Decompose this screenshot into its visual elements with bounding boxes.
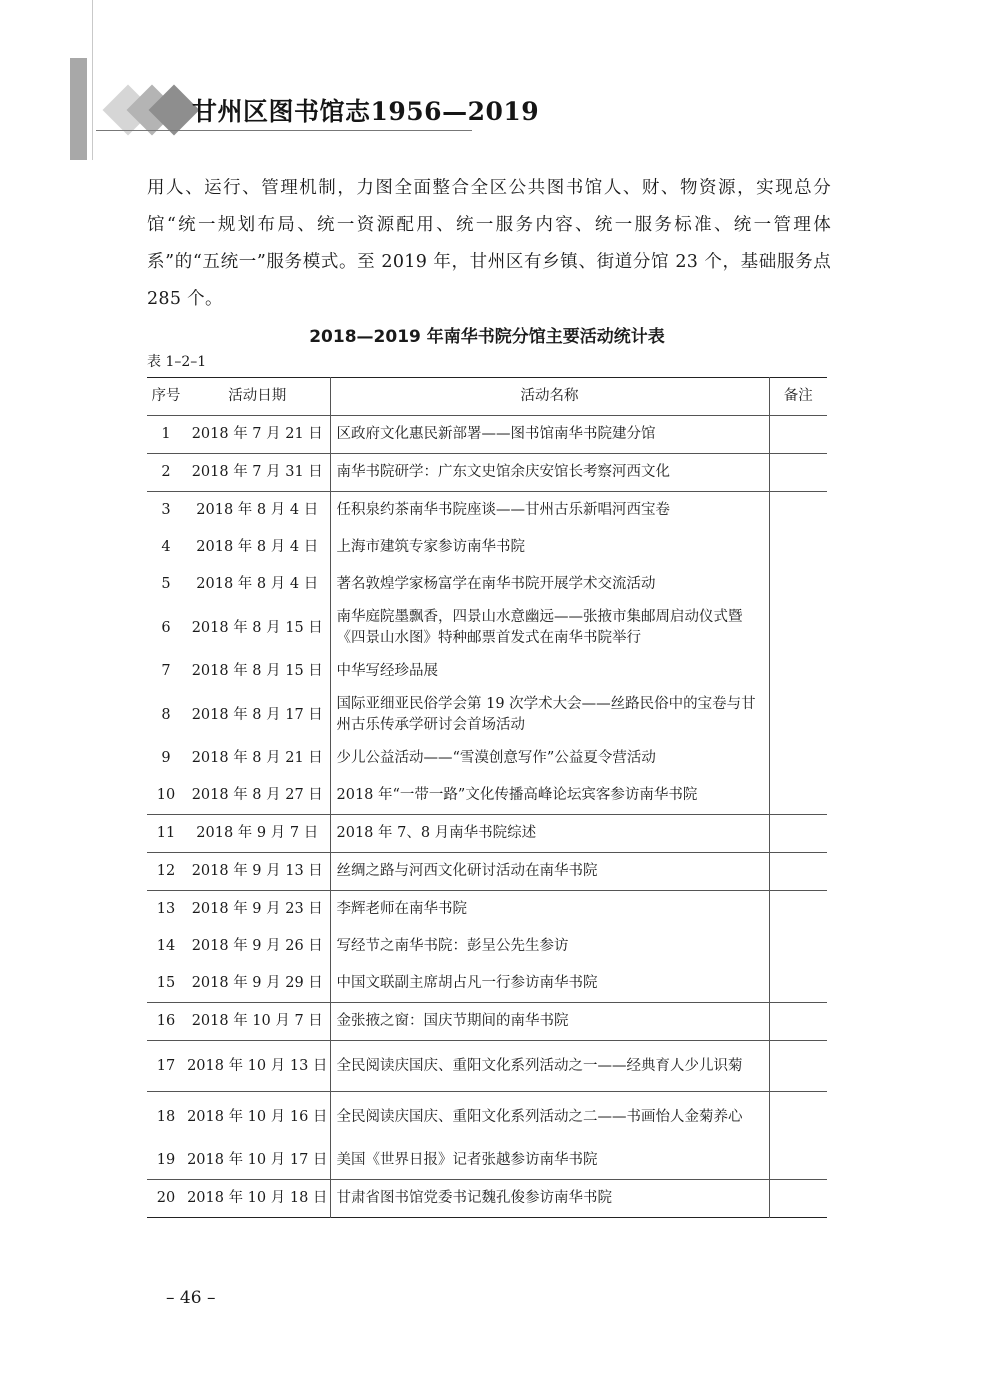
row-date: 2018 年 8 月 15 日 (185, 653, 330, 690)
page-number: – 46 – (166, 1288, 216, 1308)
row-activity-name: 国际亚细亚民俗学会第 19 次学术大会——丝路民俗中的宝卷与甘州古乐传承学研讨会首场活动 (330, 690, 769, 740)
row-date: 2018 年 8 月 4 日 (185, 529, 330, 566)
row-activity-name: 任积泉约茶南华书院座谈——甘州古乐新唱河西宝卷 (330, 492, 769, 530)
table-number: 表 1–2–1 (147, 354, 207, 370)
row-index: 1 (161, 426, 171, 442)
row-activity-name: 著名敦煌学家杨富学在南华书院开展学术交流活动 (330, 566, 769, 603)
row-note (769, 965, 827, 1003)
row-date: 2018 年 7 月 21 日 (185, 416, 330, 454)
row-activity-name: 中华写经珍品展 (330, 653, 769, 690)
table-row (147, 653, 827, 690)
table-row (147, 1142, 827, 1180)
row-note (769, 853, 827, 891)
row-index: 7 (161, 663, 171, 679)
row-note (769, 1003, 827, 1041)
row-activity-name: 全民阅读庆国庆、重阳文化系列活动之二——书画怡人金菊养心 (330, 1092, 769, 1143)
table-row (147, 740, 827, 777)
row-note (769, 815, 827, 853)
table-row (147, 454, 827, 492)
row-note (769, 454, 827, 492)
row-index: 13 (156, 901, 176, 917)
row-activity-name: 李辉老师在南华书院 (330, 891, 769, 929)
row-date: 2018 年 7 月 31 日 (185, 454, 330, 492)
row-note (769, 1142, 827, 1180)
row-note (769, 740, 827, 777)
row-activity-name: 金张掖之窗：国庆节期间的南华书院 (330, 1003, 769, 1041)
row-date: 2018 年 8 月 4 日 (185, 492, 330, 530)
table-header-row (147, 378, 827, 416)
row-note (769, 891, 827, 929)
row-date: 2018 年 8 月 15 日 (185, 603, 330, 653)
row-date: 2018 年 9 月 26 日 (185, 928, 330, 965)
row-date: 2018 年 8 月 17 日 (185, 690, 330, 740)
row-activity-name: 上海市建筑专家参访南华书院 (330, 529, 769, 566)
table-row (147, 1041, 827, 1092)
row-date: 2018 年 9 月 7 日 (185, 815, 330, 853)
row-activity-name: 区政府文化惠民新部署——图书馆南华书院建分馆 (330, 416, 769, 454)
row-index: 16 (156, 1013, 176, 1029)
row-note (769, 529, 827, 566)
row-date: 2018 年 9 月 23 日 (185, 891, 330, 929)
activity-table (147, 377, 827, 1218)
row-index: 11 (156, 825, 176, 841)
row-date: 2018 年 9 月 29 日 (185, 965, 330, 1003)
row-note (769, 566, 827, 603)
row-activity-name: 丝绸之路与河西文化研讨活动在南华书院 (330, 853, 769, 891)
row-activity-name: 2018 年“一带一路”文化传播高峰论坛宾客参访南华书院 (330, 777, 769, 815)
row-index: 19 (156, 1152, 176, 1168)
row-date: 2018 年 9 月 13 日 (185, 853, 330, 891)
row-index: 15 (156, 975, 176, 991)
row-activity-name: 中国文联副主席胡占凡一行参访南华书院 (330, 965, 769, 1003)
row-index: 20 (156, 1190, 176, 1206)
row-note (769, 1041, 827, 1092)
row-index: 6 (161, 619, 171, 636)
row-activity-name: 2018 年 7、8 月南华书院综述 (330, 815, 769, 853)
header-index: 序号 (151, 388, 181, 404)
row-date: 2018 年 10 月 18 日 (185, 1180, 330, 1218)
row-date: 2018 年 8 月 27 日 (185, 777, 330, 815)
table-row (147, 1092, 827, 1143)
header-gray-bar (70, 58, 87, 160)
row-index: 3 (161, 502, 171, 518)
row-note (769, 1180, 827, 1218)
row-activity-name: 美国《世界日报》记者张越参访南华书院 (330, 1142, 769, 1180)
row-activity-name: 少儿公益活动——“雪漠创意写作”公益夏令营活动 (330, 740, 769, 777)
row-index: 2 (161, 464, 171, 480)
row-note (769, 492, 827, 530)
body-paragraph: 用人、运行、管理机制，力图全面整合全区公共图书馆人、财、物资源，实现总分馆“统一规划布局、统一资源配用、统一服务内容、统一服务标准、统一管理体系”的“五统一”服务模式。至 2019 年，甘州区有乡镇、街道分馆 23 个，基础服务点 285 个。 (147, 178, 831, 309)
row-index: 14 (156, 938, 176, 954)
table-row (147, 891, 827, 929)
table-row (147, 853, 827, 891)
table-row (147, 492, 827, 530)
row-index: 12 (156, 863, 176, 879)
row-activity-name: 写经节之南华书院：彭呈公先生参访 (330, 928, 769, 965)
row-index: 18 (156, 1108, 176, 1125)
row-index: 10 (156, 787, 176, 803)
header-rule (96, 130, 472, 131)
table-row (147, 529, 827, 566)
row-date: 2018 年 10 月 13 日 (185, 1041, 330, 1092)
table-row (147, 1180, 827, 1218)
row-activity-name: 南华书院研学：广东文史馆余庆安馆长考察河西文化 (330, 454, 769, 492)
row-activity-name: 全民阅读庆国庆、重阳文化系列活动之一——经典育人少儿识菊 (330, 1041, 769, 1092)
table-row (147, 928, 827, 965)
row-date: 2018 年 8 月 21 日 (185, 740, 330, 777)
row-date: 2018 年 10 月 16 日 (185, 1092, 330, 1143)
running-header-title: 甘州区图书馆志1956—2019 (192, 97, 540, 126)
row-date: 2018 年 8 月 4 日 (185, 566, 330, 603)
table-row (147, 1003, 827, 1041)
table-row (147, 603, 827, 653)
row-date: 2018 年 10 月 7 日 (185, 1003, 330, 1041)
table-row (147, 566, 827, 603)
header-activity-name: 活动名称 (330, 378, 769, 416)
row-index: 8 (161, 706, 171, 723)
row-note (769, 416, 827, 454)
row-index: 17 (156, 1057, 176, 1074)
table-row (147, 690, 827, 740)
row-note (769, 1092, 827, 1143)
table-row (147, 416, 827, 454)
row-date: 2018 年 10 月 17 日 (185, 1142, 330, 1180)
margin-line-left (92, 0, 93, 160)
row-note (769, 653, 827, 690)
table-row (147, 777, 827, 815)
row-index: 9 (161, 750, 171, 766)
header-note: 备注 (783, 388, 813, 404)
row-note (769, 928, 827, 965)
row-index: 5 (161, 576, 171, 592)
row-note (769, 777, 827, 815)
row-activity-name: 南华庭院墨飘香，四景山水意幽远——张掖市集邮周启动仪式暨《四景山水图》特种邮票首发式在南华书院举行 (330, 603, 769, 653)
row-note (769, 603, 827, 653)
row-note (769, 690, 827, 740)
row-index: 4 (161, 539, 171, 555)
table-row (147, 815, 827, 853)
header-date: 活动日期 (185, 378, 330, 416)
table-row (147, 965, 827, 1003)
row-activity-name: 甘肃省图书馆党委书记魏孔俊参访南华书院 (330, 1180, 769, 1218)
table-title: 2018—2019 年南华书院分馆主要活动统计表 (309, 327, 665, 347)
